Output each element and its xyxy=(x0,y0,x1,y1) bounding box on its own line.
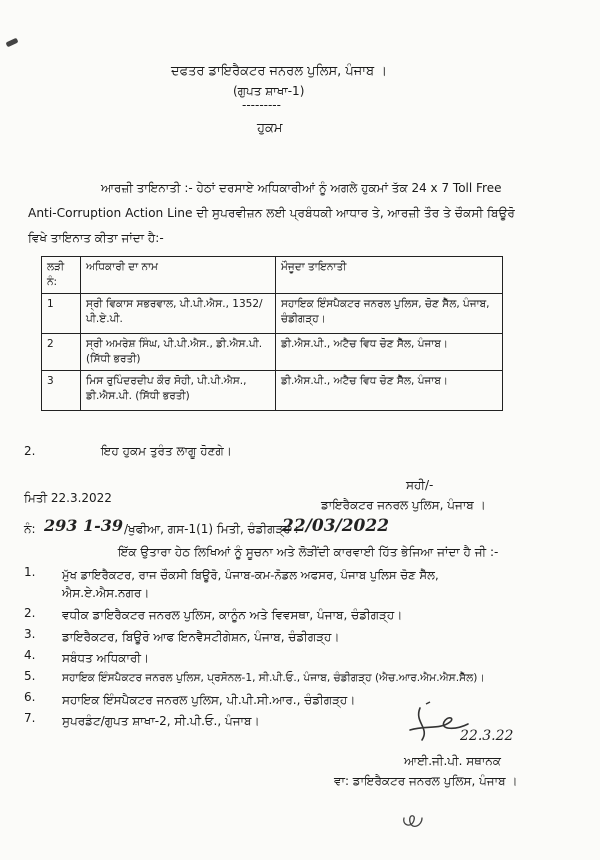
order-line-1 xyxy=(101,181,502,196)
recipient-2-line-1: ਵਧੀਕ ਡਾਇਰੈਕਟਰ ਜਨਰਲ ਪੁਲਿਸ, ਕਾਨੂੰਨ ਅਤੇ ਵਿਵਸਥਾ, ਪੰਜਾਬ, ਚੰਡੀਗੜ੍ਹ। xyxy=(62,608,403,622)
row-officer-name: ਸ੍ਰੀ ਅਮਰੇਸ਼ ਸਿੰਘ, ਪੀ.ਪੀ.ਐਸ., ਡੀ.ਐਸ.ਪੀ. (ਸਿੱਧੀ ਭਰਤੀ) xyxy=(81,334,276,371)
recipient-7-line-1: ਸੁਪਰਡੰਟ/ਗੁਪਤ ਸ਼ਾਖਾ-2, ਸੀ.ਪੀ.ਓ., ਪੰਜਾਬ। xyxy=(62,714,260,728)
recipient-6-number: 6. xyxy=(24,690,36,704)
table-header-row xyxy=(42,257,503,294)
recipient-5-number: 5. xyxy=(24,669,36,683)
recipient-3-line-1: ਡਾਇਰੈਕਟਰ, ਬਿਊਰੋ ਆਫ ਇਨਵੈਸਟੀਗੇਸ਼ਨ, ਪੰਜਾਬ, ਚੰਡੀਗੜ੍ਹ। xyxy=(62,630,340,644)
recipient-4-number: 4. xyxy=(24,648,36,662)
table-row xyxy=(42,371,503,411)
row-posting: ਡੀ.ਐਸ.ਪੀ., ਅਟੈਚ ਵਿਧ ਚੋਣ ਸੈੱਲ, ਪੰਜਾਬ। xyxy=(276,371,503,411)
recipient-7-number: 7. xyxy=(24,711,36,725)
recipient-1-line-2: ਐਸ.ਏ.ਐਸ.ਨਗਰ। xyxy=(62,586,150,600)
signature-sd: ਸਹੀ/- xyxy=(406,478,434,492)
branch-heading: (ਗੁਪਤ ਸ਼ਾਖਾ-1) xyxy=(233,84,305,98)
endorsement-intro: ਇੱਕ ਉਤਾਰਾ ਹੇਠ ਲਿਖਿਆਂ ਨੂੰ ਸੂਚਨਾ ਅਤੇ ਲੋੜੀਂਦੀ ਕਾਰਵਾਈ ਹਿੱਤ ਭੇਜਿਆ ਜਾਂਦਾ ਹੈ ਜੀ :- xyxy=(118,545,499,559)
recipient-1-number: 1. xyxy=(24,565,36,579)
heading-divider: --------- xyxy=(242,98,281,112)
officers-table xyxy=(41,256,503,411)
recipient-2-number: 2. xyxy=(24,606,36,620)
header-serial: ਲੜੀ ਨੰ: xyxy=(42,257,81,294)
table-row xyxy=(42,334,503,371)
row-officer-name: ਮਿਸ ਰੁਪਿੰਦਰਦੀਪ ਕੌਰ ਸੋਹੀ, ਪੀ.ਪੀ.ਐਸ., ਡੀ.ਐਸ.ਪੀ. (ਸਿੱਧੀ ਭਰਤੀ) xyxy=(81,371,276,411)
recipient-5-line-1: ਸਹਾਇਕ ਇੰਸਪੈਕਟਰ ਜਨਰਲ ਪੁਲਿਸ, ਪ੍ਰਸੋਨਲ-1, ਸੀ.ਪੀ.ਓ., ਪੰਜਾਬ, ਚੰਡੀਗੜ੍ਹ (ਐਚ.ਆਰ.ਐਮ.ਐਸ.ਸੈੱਲ)। xyxy=(62,672,485,684)
corner-mark xyxy=(6,38,19,48)
endorsement-prefix: ਨੰ: xyxy=(24,522,36,536)
second-signatory-title: ਆਈ.ਜੀ.ਪੀ. ਸਥਾਨਕ xyxy=(404,754,501,768)
header-current-posting: ਮੌਜੂਦਾ ਤਾਇਨਾਤੀ xyxy=(276,257,503,294)
order-label: ਆਰਜ਼ੀ ਤਾਇਨਾਤੀ :- xyxy=(101,181,193,195)
para-2-text: ਇਹ ਹੁਕਮ ਤੁਰੰਤ ਲਾਗੂ ਹੋਣਗੇ। xyxy=(101,444,232,458)
order-date: ਮਿਤੀ 22.3.2022 xyxy=(24,491,112,505)
row-posting: ਡੀ.ਐਸ.ਪੀ., ਅਟੈਚ ਵਿਧ ਚੋਣ ਸੈੱਲ, ਪੰਜਾਬ। xyxy=(276,334,503,371)
header-officer-name: ਅਧਿਕਾਰੀ ਦਾ ਨਾਮ xyxy=(81,257,276,294)
recipient-3-number: 3. xyxy=(24,627,36,641)
para-2-number: 2. xyxy=(24,444,36,458)
table-row xyxy=(42,294,503,334)
handwritten-date: 22.3.22 xyxy=(460,728,514,744)
row-serial: 3 xyxy=(42,371,81,411)
endorsement-date: 22/03/2022 xyxy=(282,516,390,536)
order-text-1: ਹੇਠਾਂ ਦਰਸਾਏ ਅਧਿਕਾਰੀਆਂ ਨੂੰ ਅਗਲੇ ਹੁਕਮਾਂ ਤੱਕ 24 x 7 Toll Free xyxy=(196,181,502,195)
row-posting: ਸਹਾਇਕ ਇੰਸਪੈਕਟਰ ਜਨਰਲ ਪੁਲਿਸ, ਚੋਣ ਸੈੱਲ, ਪੰਜਾਬ, ਚੰਡੀਗੜ੍ਹ। xyxy=(276,294,503,334)
recipient-1-line-1: ਮੁੱਖ ਡਾਇਰੈਕਟਰ, ਰਾਜ ਚੌਕਸੀ ਬਿਊਰੋ, ਪੰਜਾਬ-ਕਮ-ਨੋਡਲ ਅਫਸਰ, ਪੰਜਾਬ ਪੁਲਿਸ ਚੋਣ ਸੈੱਲ, xyxy=(62,568,439,582)
initials-mark xyxy=(398,808,428,834)
order-line-3: ਵਿਖੇ ਤਾਇਨਾਤ ਕੀਤਾ ਜਾਂਦਾ ਹੈ:- xyxy=(28,231,164,245)
row-officer-name: ਸ੍ਰੀ ਵਿਕਾਸ ਸਭਰਵਾਲ, ਪੀ.ਪੀ.ਐਸ., 1352/ਪੀ.ਏ.ਪੀ. xyxy=(81,294,276,334)
recipient-6-line-1: ਸਹਾਇਕ ਇੰਸਪੈਕਟਰ ਜਨਰਲ ਪੁਲਿਸ, ਪੀ.ਪੀ.ਸੀ.ਆਰ., ਚੰਡੀਗੜ੍ਹ। xyxy=(62,693,356,707)
signature-designation: ਡਾਇਰੈਕਟਰ ਜਨਰਲ ਪੁਲਿਸ, ਪੰਜਾਬ । xyxy=(321,498,486,512)
order-title: ਹੁਕਮ xyxy=(257,121,283,136)
endorsement-number: 293 1-39 xyxy=(44,516,124,535)
row-serial: 1 xyxy=(42,294,81,334)
recipient-4-line-1: ਸਬੰਧਤ ਅਧਿਕਾਰੀ। xyxy=(62,651,150,665)
office-heading: ਦਫਤਰ ਡਾਇਰੈਕਟਰ ਜਨਰਲ ਪੁਲਿਸ, ਪੰਜਾਬ । xyxy=(171,64,387,79)
order-line-2: Anti-Corruption Action Line ਦੀ ਸੁਪਰਵੀਜ਼ਨ ਲਈ ਪ੍ਰਬੰਧਕੀ ਆਧਾਰ ਤੇ, ਆਰਜ਼ੀ ਤੌਰ ਤੇ ਚੌਕਸੀ ਬਿਊਰੋ xyxy=(28,206,515,220)
row-serial: 2 xyxy=(42,334,81,371)
endorsement-middle: /ਖੁਫੀਆ, ਗਸ-1(1) ਮਿਤੀ, ਚੰਡੀਗੜ੍ਹ :- xyxy=(124,522,303,536)
second-signatory-designation: ਵਾ: ਡਾਇਰੈਕਟਰ ਜਨਰਲ ਪੁਲਿਸ, ਪੰਜਾਬ । xyxy=(334,774,518,788)
